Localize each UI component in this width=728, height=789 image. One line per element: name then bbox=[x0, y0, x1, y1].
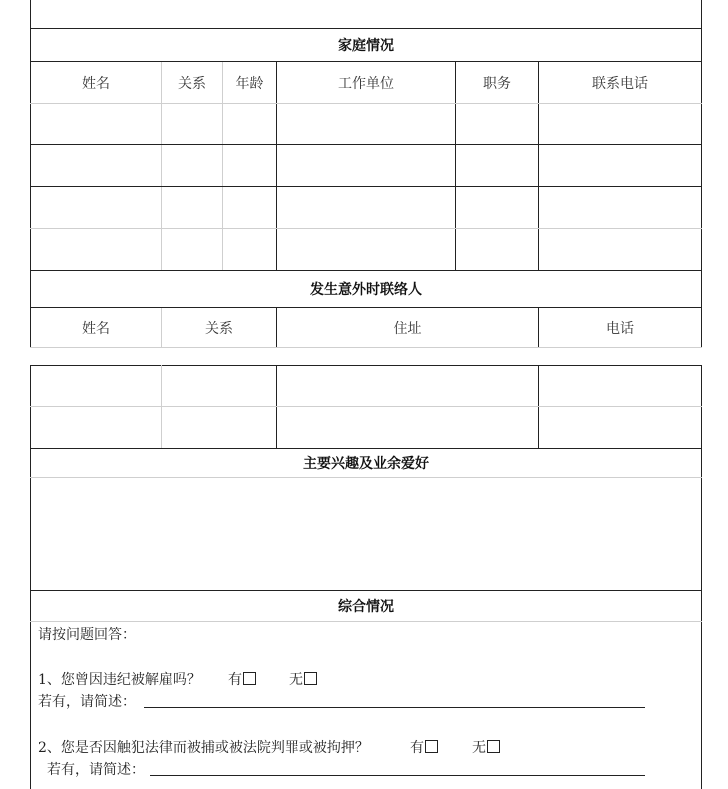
question-2-no[interactable] bbox=[472, 737, 500, 757]
header-address: 住址 bbox=[393, 320, 422, 337]
question-2-text: 2、您是否因触犯法律而被捕或被法院判罪或被拘押？ bbox=[38, 740, 369, 756]
yes-label: 有 bbox=[410, 740, 424, 756]
yes-checkbox[interactable] bbox=[425, 740, 438, 753]
family-section-title: 家庭情况 bbox=[338, 38, 394, 54]
page-break-gap bbox=[0, 348, 728, 365]
no-checkbox[interactable] bbox=[304, 672, 317, 685]
header-phone: 联系电话 bbox=[592, 75, 648, 92]
question-1-no[interactable] bbox=[289, 669, 317, 689]
header-relation: 关系 bbox=[205, 320, 233, 337]
header-relation: 关系 bbox=[178, 75, 206, 92]
hobbies-textarea[interactable] bbox=[31, 478, 701, 590]
divider bbox=[30, 621, 702, 622]
header-employer: 工作单位 bbox=[338, 75, 394, 92]
header-age: 年龄 bbox=[235, 75, 264, 92]
question-1-text: 1、您曾因违纪被解雇吗？ bbox=[38, 672, 201, 688]
question-1-yes[interactable] bbox=[228, 669, 256, 689]
hobbies-section-title: 主要兴趣及业余爱好 bbox=[303, 456, 429, 472]
family-row-1[interactable] bbox=[31, 104, 701, 144]
no-checkbox[interactable] bbox=[487, 740, 500, 753]
family-row-2[interactable] bbox=[31, 145, 701, 186]
yes-checkbox[interactable] bbox=[243, 672, 256, 685]
instruction-text: 请按问题回答： bbox=[38, 627, 136, 643]
emergency-row-1[interactable] bbox=[31, 366, 701, 406]
question-2-describe-line[interactable] bbox=[150, 775, 645, 776]
emergency-row-2[interactable] bbox=[31, 407, 701, 448]
question-1-describe-label: 若有，请简述： bbox=[38, 694, 136, 710]
no-label: 无 bbox=[289, 672, 303, 688]
emergency-section-title: 发生意外时联络人 bbox=[310, 282, 422, 298]
general-section-title: 综合情况 bbox=[338, 599, 394, 615]
header-phone: 电话 bbox=[606, 320, 634, 337]
header-name: 姓名 bbox=[82, 320, 110, 337]
question-1-describe-line[interactable] bbox=[144, 707, 645, 708]
family-row-3[interactable] bbox=[31, 187, 701, 228]
question-2-describe-label: 若有，请简述： bbox=[47, 762, 145, 778]
frame-right-border bbox=[701, 365, 702, 789]
yes-label: 有 bbox=[228, 672, 242, 688]
family-row-4[interactable] bbox=[31, 229, 701, 270]
no-label: 无 bbox=[472, 740, 486, 756]
header-name: 姓名 bbox=[82, 75, 110, 92]
question-2-yes[interactable] bbox=[410, 737, 438, 757]
header-position: 职务 bbox=[483, 75, 511, 92]
